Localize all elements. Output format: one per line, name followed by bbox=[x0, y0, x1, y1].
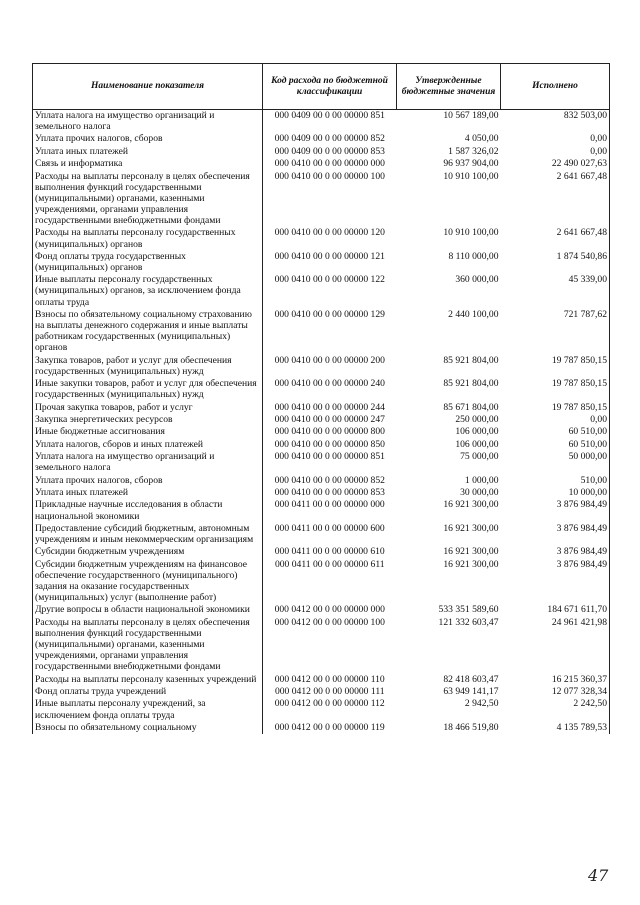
row-executed-value: 3 876 984,49 bbox=[501, 523, 610, 546]
row-executed-value: 0,00 bbox=[501, 133, 610, 145]
row-expense-code: 000 0411 00 0 00 00000 600 bbox=[274, 522, 385, 534]
table-body bbox=[33, 110, 610, 735]
row-approved-value: 2 942,50 bbox=[464, 698, 499, 710]
row-approved-value: 4 050,00 bbox=[464, 133, 499, 145]
table-row bbox=[33, 355, 610, 378]
table-row bbox=[33, 110, 610, 134]
table-row bbox=[33, 439, 610, 451]
row-approved-value: 360 000,00 bbox=[455, 274, 499, 286]
row-approved-value: 16 921 300,00 bbox=[443, 499, 499, 511]
table-row bbox=[33, 546, 610, 558]
row-approved-value: 2 440 100,00 bbox=[448, 308, 499, 320]
header-executed: Исполнено bbox=[501, 64, 610, 110]
row-indicator-name: Прикладные научные исследования в области национальной экономики bbox=[33, 499, 263, 522]
row-indicator-name: Связь и информатика bbox=[33, 158, 263, 170]
row-expense-code: 000 0410 00 0 00 00000 100 bbox=[274, 170, 385, 182]
row-indicator-name: Иные бюджетные ассигнования bbox=[33, 426, 263, 438]
table-row bbox=[33, 426, 610, 438]
row-expense-code: 000 0411 00 0 00 00000 610 bbox=[274, 546, 385, 558]
row-executed-value: 50 000,00 bbox=[501, 451, 610, 474]
table-row bbox=[33, 251, 610, 274]
row-executed-value: 24 961 421,98 bbox=[501, 617, 610, 674]
row-executed-value: 12 077 328,34 bbox=[501, 686, 610, 698]
row-executed-value: 832 503,00 bbox=[501, 110, 610, 134]
row-indicator-name: Иные выплаты персоналу государственных (муниципальных) органов, за исключением фонда оплаты труда bbox=[33, 274, 263, 309]
handwritten-page-number: 47 bbox=[588, 866, 609, 885]
row-executed-value: 184 671 611,70 bbox=[501, 604, 610, 616]
row-approved-value: 16 921 300,00 bbox=[443, 546, 499, 558]
row-executed-value: 4 135 789,53 bbox=[501, 722, 610, 734]
table-row bbox=[33, 274, 610, 309]
row-executed-value: 0,00 bbox=[501, 414, 610, 426]
table-row bbox=[33, 617, 610, 674]
row-approved-value: 121 332 603,47 bbox=[438, 616, 499, 628]
header-approved-values: Утвержденные бюджетные значения bbox=[397, 64, 501, 110]
row-expense-code: 000 0410 00 0 00 00000 851 bbox=[274, 451, 385, 463]
table-row bbox=[33, 451, 610, 474]
row-executed-value: 45 339,00 bbox=[501, 274, 610, 309]
row-executed-value: 3 876 984,49 bbox=[501, 546, 610, 558]
row-approved-value: 63 949 141,17 bbox=[443, 686, 499, 698]
row-executed-value: 2 641 667,48 bbox=[501, 227, 610, 250]
table-row bbox=[33, 146, 610, 158]
row-indicator-name: Прочая закупка товаров, работ и услуг bbox=[33, 402, 263, 414]
table-row bbox=[33, 171, 610, 228]
row-approved-value: 85 921 804,00 bbox=[443, 354, 499, 366]
row-expense-code: 000 0412 00 0 00 00000 100 bbox=[274, 616, 385, 628]
row-approved-value: 250 000,00 bbox=[455, 414, 499, 425]
row-approved-value: 10 567 189,00 bbox=[443, 110, 499, 121]
row-indicator-name: Иные закупки товаров, работ и услуг для обеспечения государственных (муниципальных) нужд bbox=[33, 378, 263, 401]
row-indicator-name: Уплата налогов, сборов и иных платежей bbox=[33, 439, 263, 451]
row-executed-value: 60 510,00 bbox=[501, 426, 610, 438]
row-indicator-name: Взносы по обязательному социальному bbox=[33, 722, 263, 734]
row-approved-value: 106 000,00 bbox=[455, 426, 499, 438]
row-indicator-name: Расходы на выплаты персоналу государственных (муниципальных) органов bbox=[33, 227, 263, 250]
table-row bbox=[33, 402, 610, 414]
row-expense-code: 000 0411 00 0 00 00000 000 bbox=[274, 499, 385, 511]
row-indicator-name: Уплата налога на имущество организаций и земельного налога bbox=[33, 451, 263, 474]
row-expense-code: 000 0410 00 0 00 00000 800 bbox=[274, 426, 385, 438]
row-expense-code: 000 0412 00 0 00 00000 110 bbox=[274, 673, 385, 685]
row-approved-value: 16 921 300,00 bbox=[443, 522, 499, 534]
row-expense-code: 000 0409 00 0 00 00000 851 bbox=[274, 110, 385, 121]
row-executed-value: 2 641 667,48 bbox=[501, 171, 610, 228]
row-approved-value: 1 000,00 bbox=[464, 474, 499, 486]
table-row bbox=[33, 227, 610, 250]
row-approved-value: 16 921 300,00 bbox=[443, 558, 499, 570]
row-expense-code: 000 0412 00 0 00 00000 111 bbox=[274, 686, 385, 698]
table-row bbox=[33, 133, 610, 145]
row-expense-code: 000 0410 00 0 00 00000 129 bbox=[274, 308, 385, 320]
row-approved-value: 106 000,00 bbox=[455, 438, 499, 450]
row-approved-value: 1 587 326,02 bbox=[448, 145, 499, 157]
row-indicator-name: Расходы на выплаты персоналу казенных учреждений bbox=[33, 674, 263, 686]
table-row bbox=[33, 158, 610, 170]
row-executed-value: 2 242,50 bbox=[501, 698, 610, 721]
row-approved-value: 18 466 519,80 bbox=[443, 721, 499, 733]
row-expense-code: 000 0412 00 0 00 00000 112 bbox=[274, 698, 385, 710]
row-expense-code: 000 0409 00 0 00 00000 853 bbox=[274, 145, 385, 157]
table-row bbox=[33, 674, 610, 686]
row-indicator-name: Взносы по обязательному социальному страхованию на выплаты денежного содержания и иные выплаты работникам государственных (муниципальных) органов bbox=[33, 309, 263, 355]
row-executed-value: 721 787,62 bbox=[501, 309, 610, 355]
table-header-row bbox=[33, 64, 610, 110]
row-executed-value: 10 000,00 bbox=[501, 487, 610, 499]
row-executed-value: 19 787 850,15 bbox=[501, 378, 610, 401]
row-expense-code: 000 0411 00 0 00 00000 611 bbox=[274, 558, 385, 570]
row-approved-value: 82 418 603,47 bbox=[443, 673, 499, 685]
row-expense-code: 000 0410 00 0 00 00000 852 bbox=[274, 474, 385, 486]
row-expense-code: 000 0410 00 0 00 00000 121 bbox=[274, 250, 385, 262]
row-executed-value: 22 490 027,63 bbox=[501, 158, 610, 170]
row-indicator-name: Субсидии бюджетным учреждениям bbox=[33, 546, 263, 558]
row-indicator-name: Другие вопросы в области национальной экономики bbox=[33, 604, 263, 616]
table-row bbox=[33, 475, 610, 487]
table-row bbox=[33, 499, 610, 522]
header-expense-code: Код расхода по бюджетной классификации bbox=[263, 64, 397, 110]
table-row bbox=[33, 722, 610, 734]
row-expense-code: 000 0410 00 0 00 00000 240 bbox=[274, 378, 385, 390]
row-executed-value: 3 876 984,49 bbox=[501, 499, 610, 522]
row-indicator-name: Уплата иных платежей bbox=[33, 487, 263, 499]
row-expense-code: 000 0410 00 0 00 00000 247 bbox=[274, 414, 385, 425]
row-indicator-name: Уплата налога на имущество организаций и земельного налога bbox=[33, 110, 263, 134]
table-row bbox=[33, 309, 610, 355]
row-expense-code: 000 0410 00 0 00 00000 120 bbox=[274, 227, 385, 239]
row-indicator-name: Расходы на выплаты персоналу в целях обеспечения выполнения функций государственными (муниципальными) органами, казенными учреждениями, органами управления государственными внебюджетными фондами bbox=[33, 171, 263, 228]
row-executed-value: 60 510,00 bbox=[501, 439, 610, 451]
row-indicator-name: Расходы на выплаты персоналу в целях обеспечения выполнения функций государственными (муниципальными) органами, казенными учреждениями, органами управления государственными внебюджетными фондами bbox=[33, 617, 263, 674]
row-expense-code: 000 0410 00 0 00 00000 000 bbox=[274, 158, 385, 170]
table-row bbox=[33, 604, 610, 616]
row-indicator-name: Уплата иных платежей bbox=[33, 146, 263, 158]
table-row bbox=[33, 414, 610, 426]
row-executed-value: 19 787 850,15 bbox=[501, 402, 610, 414]
row-expense-code: 000 0412 00 0 00 00000 119 bbox=[274, 721, 385, 733]
row-expense-code: 000 0410 00 0 00 00000 853 bbox=[274, 487, 385, 499]
table-row bbox=[33, 698, 610, 721]
table-row bbox=[33, 378, 610, 401]
table-row bbox=[33, 487, 610, 499]
row-expense-code: 000 0412 00 0 00 00000 000 bbox=[274, 604, 385, 616]
row-indicator-name: Уплата прочих налогов, сборов bbox=[33, 475, 263, 487]
row-expense-code: 000 0410 00 0 00 00000 200 bbox=[274, 354, 385, 366]
row-indicator-name: Фонд оплаты труда учреждений bbox=[33, 686, 263, 698]
table-row bbox=[33, 686, 610, 698]
row-executed-value: 510,00 bbox=[501, 475, 610, 487]
header-indicator-name: Наименование показателя bbox=[33, 64, 263, 110]
row-approved-value: 75 000,00 bbox=[460, 451, 499, 463]
row-executed-value: 3 876 984,49 bbox=[501, 559, 610, 605]
row-indicator-name: Фонд оплаты труда государственных (муниципальных) органов bbox=[33, 251, 263, 274]
row-indicator-name: Предоставление субсидий бюджетным, автономным учреждениям и иным некоммерческим организациям bbox=[33, 523, 263, 546]
row-executed-value: 1 874 540,86 bbox=[501, 251, 610, 274]
row-expense-code: 000 0409 00 0 00 00000 852 bbox=[274, 133, 385, 145]
row-approved-value: 96 937 904,00 bbox=[443, 158, 499, 170]
table-row bbox=[33, 523, 610, 546]
row-approved-value: 85 671 804,00 bbox=[443, 401, 499, 413]
row-executed-value: 16 215 360,37 bbox=[501, 674, 610, 686]
budget-execution-table bbox=[32, 63, 610, 734]
row-indicator-name: Субсидии бюджетным учреждениям на финансовое обеспечение государственного (муниципального) задания на оказание государственных (муниципальных) услуг (выполнение работ) bbox=[33, 559, 263, 605]
row-approved-value: 10 910 100,00 bbox=[443, 227, 499, 239]
row-approved-value: 8 110 000,00 bbox=[448, 250, 499, 262]
row-expense-code: 000 0410 00 0 00 00000 244 bbox=[274, 401, 385, 413]
row-expense-code: 000 0410 00 0 00 00000 850 bbox=[274, 438, 385, 450]
row-approved-value: 533 351 589,60 bbox=[438, 604, 499, 616]
row-indicator-name: Закупка товаров, работ и услуг для обеспечения государственных (муниципальных) нужд bbox=[33, 355, 263, 378]
table-row bbox=[33, 559, 610, 605]
row-approved-value: 85 921 804,00 bbox=[443, 378, 499, 390]
row-indicator-name: Уплата прочих налогов, сборов bbox=[33, 133, 263, 145]
row-indicator-name: Иные выплаты персоналу учреждений, за исключением фонда оплаты труда bbox=[33, 698, 263, 721]
row-approved-value: 10 910 100,00 bbox=[443, 170, 499, 182]
row-executed-value: 0,00 bbox=[501, 146, 610, 158]
row-approved-value: 30 000,00 bbox=[460, 487, 499, 499]
row-indicator-name: Закупка энергетических ресурсов bbox=[33, 414, 263, 426]
budget-execution-table-sheet bbox=[32, 63, 609, 734]
row-executed-value: 19 787 850,15 bbox=[501, 355, 610, 378]
row-expense-code: 000 0410 00 0 00 00000 122 bbox=[274, 274, 385, 286]
